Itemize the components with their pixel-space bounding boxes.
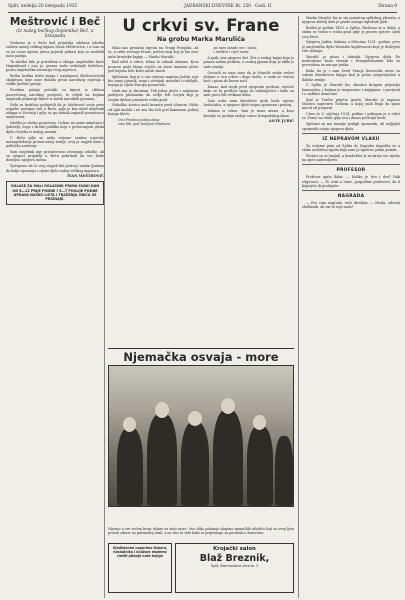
poem-line: pa nam ostade mir i slava,	[213, 46, 258, 50]
paragraph: — Evo vam nagrada, reče direktor. — Hvala, odvrati službenik, ali zar to nije malo?	[302, 201, 400, 210]
divider	[302, 133, 400, 134]
header-page-number: Strana 9	[378, 4, 397, 9]
paragraph: Sam umjetnik nije prisustvovao otvaranju izložbe, ali su njegovi prijatelji u Beču pobrinuli da sve bude dostojno njegova imena.	[6, 149, 104, 163]
photo-figure-head	[155, 402, 169, 418]
paragraph: Splićanin, koji je u ono vrijeme napisao Juditu, nije bio samo pjesnik, nego i učenjak, moralist i rodoljub, kojega je cijela Europa poznavala.	[108, 74, 199, 88]
paragraph: Putnici su se smijali, a kondukter je na kraju sve riješio na opće zadovoljstvo.	[302, 153, 400, 163]
main-article	[108, 16, 294, 346]
photo-story	[108, 348, 294, 526]
main-article-subtitle: Na grobu Marka Marulića	[157, 36, 245, 43]
paragraph: Grob mu je skroman. Tek jedna ploča s natpisom podsjeća prolaznika da ovdje leži čovjek koji je svojim djelom proslavio rodni grad.	[108, 89, 199, 102]
photo-figure	[181, 422, 209, 506]
paragraph: Izložba je obilno posjećena. Dolaze ne samo umjetnici i ljubitelji, nego i široka publika koja s poštovanjem gleda djela čovjeka iz malog naroda.	[6, 121, 104, 134]
ad-name: Blaž Breznik,	[199, 553, 270, 564]
right-column	[298, 16, 400, 598]
paragraph: Danas, kad stojiš pred njegovim grobom, osjećaš kako se ta prošlost spaja sa sadašnjošću i kako su naši preci bili velikani duha.	[203, 84, 294, 98]
photo-figure	[147, 414, 177, 506]
paragraph: Zato neka nam Marulićev grob bude mjesto hodočašća, a njegovo djelo trajna opomena i poticaj.	[203, 99, 294, 108]
paragraph: Marulić je pisao i latinski. Njegova djela De institutione bene vivendi i Evangelistarium bila su prevedena na mnoge jezike.	[302, 54, 400, 68]
paragraph: Malo nas prošasta mjesta na Vranji Prosjeku, ali tu, u crkvi svetoga Frane, počiva onaj koji je bio otac naše hrvatske knjige — Marko Marulić.	[108, 46, 199, 59]
main-article-body	[108, 46, 294, 346]
professor-heading: PROFESOR	[336, 168, 366, 174]
paragraph: Posebnu pažnju privukli su kipovi iz ciklusa posvećenog narodnoj povijesti, te reljefi na kojima umjetnik prikazuje likove iz naših narodnih pjesama.	[6, 88, 104, 101]
divider	[302, 164, 400, 165]
paragraph: U Beču gdje se neko vrijeme snažno osjećalo neraspoloženje prema našoj zemlji, ovaj je uspjeh imao i političko značenje.	[6, 135, 104, 149]
paragraph: Splićani su mu kasnije podigli spomenik, ali najljepši spomenik ostaju njegova djela.	[302, 122, 400, 131]
photo-figure-head	[123, 417, 136, 432]
page-header	[8, 4, 397, 13]
header-masthead: JADRANSKI DNEVNIK Br. 250 · Godi. II	[184, 4, 272, 9]
advertisement-tailor	[175, 543, 294, 593]
paragraph: Izlazim iz crkve. Vani je more mirno, a kroz krošnje se probija zadnje sunce listopadskog dana.	[203, 109, 294, 118]
paragraph: Ta izložba bila je priređena u sklopu umjetničke kuće Hagenbund i ona je, prema sudu ovdašnjih kritičara, prava umjetnička senzacija ovog mjeseca.	[6, 59, 104, 73]
paragraph: Kad je Turčin prijetio gradu, Marulić je napisao Molitvu suprotiva Turkom, u kojoj moli Boga da spasi narod od propasti.	[302, 97, 400, 111]
divider	[302, 190, 400, 191]
header-date: Split, nedelja 20 listopada 1935	[8, 4, 78, 9]
paragraph: Rođen je godine 1450. u Splitu, školovao se u Italiji, a zatim se vratio u rodni grad gdje je proveo gotovo cijeli svoj život.	[302, 26, 400, 39]
photo-caption	[108, 527, 294, 541]
poem-line: Ovo Prosinca jedna dana	[118, 118, 160, 123]
main-article-signature: ANTE JURIĆ	[268, 119, 294, 124]
paragraph: A ipak, ime njegovo živi. Živi u svakoj knjizi koja je pisana našim jezikom, u svakoj pjesmi koja je nikla iz naše zemlje.	[203, 56, 294, 69]
paragraph: Marko Marulić bio je sin poznatog splitskog plemića, a njegova obitelj dala je gradu mnogo uglednih ljudi.	[302, 16, 400, 25]
paragraph: Kad uđeš u crkvu, tišina te odmah obuzme. Kroz prozore pada blago svjetlo na stare kamene ploče pod kojima leže kosti naših starih.	[108, 60, 199, 73]
paragraph: Nedavno je u Beču kod prijatelja održana izložba radova našeg velikog kipara Ivana Meštrovića, i o tom su se na ovom mjestu jutros pojavili prikazi koji su zaslužili našu pažnju.	[6, 41, 104, 58]
photo-figure	[247, 426, 273, 506]
poem-line: smo bili, pod zemljom hladnom,	[118, 122, 172, 127]
photo-figure-head	[221, 398, 235, 414]
poem-line: i molitva i riječ sveta.	[213, 50, 250, 55]
notice-heading: IZ NEPRAVOM VLAKU	[322, 136, 380, 142]
paragraph: Govorili su nam stari da je Marulić svake večeri dolazio u ovu crkvu i dugo molio, a onda se vraćao kući i pisao do kasne noći.	[203, 70, 294, 84]
left-article-title: Meštrović i Beč	[9, 16, 101, 28]
ad-heading: Krojački salon	[213, 546, 256, 552]
reward-heading: NAGRADA	[337, 194, 365, 200]
photo-figure	[117, 428, 143, 506]
paragraph: Za vrijeme puta od Splita do Zagreba dogodila se u vlaku neobična zgoda koju nam je ispričao jedan putnik.	[302, 143, 400, 152]
ad-address: Split, Marmontova ulica br. 5	[210, 564, 259, 568]
advertisement-books: Ujedinjenim naporima tiskara, nakladnika i knjižara možemo rješiti pitanje naše knjige	[108, 543, 172, 593]
paragraph: Profesor upita đaka: — Koliko je dva i dva? Đak odgovara: — To ovisi o tome, gospodine profesore, da li kupujete ili prodajete.	[302, 175, 400, 188]
photo-story-title: Njemačka osvaja - more	[108, 348, 294, 364]
paragraph: U Splitu je Marulić bio okružen krugom prijatelja humanista, s kojima je razgovarao o knjigama, o povijesti i o sudbini domovine.	[302, 83, 400, 96]
left-article-body	[6, 41, 104, 173]
photo-figure	[213, 410, 243, 506]
main-article-title: U crkvi sv. Frane	[122, 16, 280, 35]
news-photo	[108, 365, 294, 507]
left-column	[6, 16, 105, 598]
paragraph: Umro je 5. siječnja 1524. godine i pokopan je u crkvi sv. Frane na obali, gdje mu i danas počivaju kosti.	[302, 112, 400, 121]
paragraph: Kažu da je i sam Sveti Franjo Ksaverski nosio sa sobom Marulićevu knjigu kad je pošao propovijedati u daleke zemlje.	[302, 69, 400, 82]
paragraph: Njegova Judita, tiskana u Mlecima 1521. godine, prvo je umjetničko djelo hrvatske književnosti koje je doživjelo više izdanja.	[302, 40, 400, 53]
paragraph: Neki su kritičari podsjetili da je Meštrović svoje prve uspjehe postigao baš u Beču, gdje je kao mlad umjetnik izlagao u Secesiji i gdje su ga odmah zapazili poznavaoci umjetnosti.	[6, 102, 104, 120]
paragraph: Bečka kritika ističe snagu i izražajnost Meštrovićevih skulptura, koje nose duboki pečat narodnog osjećaja i velike ljudske patnje.	[6, 73, 104, 87]
photo-figure	[275, 436, 293, 506]
right-article-body	[299, 16, 400, 210]
classified-notice-box: OGLASE ZA MALI OGLASNIK PRIMA SVAKI DAN OD 8—12 PRIJE PODNE I 3—7 POSLIJE PODNE UPRAVA NAŠEG LISTA I TRAŽENJA OBIČA SE PRIZNAJE.	[6, 181, 104, 204]
photo-figure-head	[188, 411, 202, 426]
paragraph: Vjerujemo da će ovaj uspjeh biti poticaj i našim ljudima da bolje upoznaju i cijene djelo našeg velikog majstora.	[6, 164, 104, 173]
advertisement-row	[108, 543, 294, 593]
caption-text: Nijemci u sve većem broju dolaze na naše more. Ova slika pokazuje skupinu njemačkih mladića koji su ovog ljeta proveli odmor na jadranskoj obali, a na slici se vide kako se pripremaju za povratak u domovinu.	[108, 527, 294, 536]
paragraph: Nekoliko starica moli krunicu pred oltarom. Nitko od njih možda i ne zna tko leži pod kamenom pokraj kojega kleče.	[108, 103, 199, 116]
photo-figure-head	[253, 415, 266, 430]
left-article-signature: IVAN MEŠTROVIĆ	[67, 174, 104, 179]
left-article-subtitle: (Iz našeg bečkog dopisnika) Beč, u listopadu	[16, 29, 94, 39]
